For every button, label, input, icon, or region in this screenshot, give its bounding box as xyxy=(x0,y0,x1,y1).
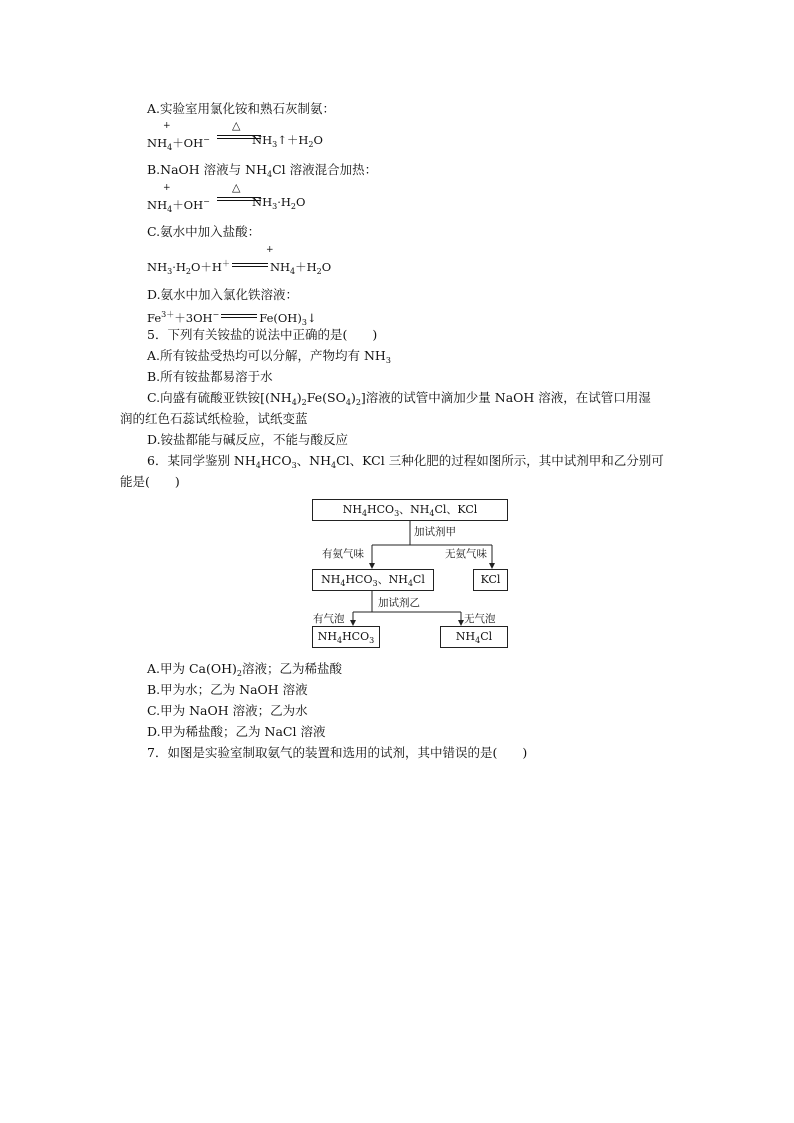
q4-option-a-label: A.实验室用氯化铵和熟石灰制氨： xyxy=(147,101,336,116)
q4-option-d-label: D.氨水中加入氯化铁溶液： xyxy=(147,287,299,302)
flow-box-nh4cl: $NH_4Cl$ xyxy=(440,626,508,648)
heat-condition-b: △ xyxy=(217,195,261,209)
q5-stem: 5．下列有关铵盐的说法中正确的是( ) xyxy=(147,327,378,342)
flow-box-nh4hco3: $NH_4HCO_3$ xyxy=(312,626,380,648)
q5-option-a: A.所有铵盐受热均可以分解，产物均有 $NH_3$ xyxy=(147,348,391,365)
q4-c-equation: $NH_3\cdot H_2O+H^+$ $NH_4+H_2O$ xyxy=(147,259,332,276)
q4-b-equation: $NH_4+OH^-$ xyxy=(147,197,210,214)
charge-plus: + xyxy=(266,245,274,255)
q7-stem: 7．如图是实验室制取氨气的装置和选用的试剂，其中错误的是( ) xyxy=(147,745,528,760)
q5-option-b: B.所有铵盐都易溶于水 xyxy=(147,369,273,384)
q5-option-c-cont: 润的红色石蕊试纸检验，试纸变蓝 xyxy=(120,411,308,426)
flow-box-kcl: KCl xyxy=(473,569,508,591)
q6-option-d: D.甲为稀盐酸；乙为 NaCl 溶液 xyxy=(147,724,326,739)
flow-label-no-bubbles: 无气泡 xyxy=(464,613,496,625)
q4-option-c-label: C.氨水中加入盐酸： xyxy=(147,224,261,239)
flow-step-reagent-yi: 加试剂乙 xyxy=(378,597,420,609)
flow-label-no-ammonia-smell: 无氨气味 xyxy=(445,548,487,560)
flow-box-ammonium-salts: $NH_4HCO_3$、$NH_4Cl$ xyxy=(312,569,434,591)
flow-label-ammonia-smell: 有氨气味 xyxy=(322,548,364,560)
q4-a-products: $NH_3↑+H_2O$ xyxy=(252,133,323,149)
q5-option-d: D.铵盐都能与碱反应，不能与酸反应 xyxy=(147,432,349,447)
charge-plus: + xyxy=(163,121,171,131)
q6-stem-cont: 能是( ) xyxy=(120,474,180,489)
flow-label-bubbles: 有气泡 xyxy=(313,613,345,625)
q4-b-products: $NH_3\cdot H_2O$ xyxy=(252,195,306,211)
q6-option-c: C.甲为 NaOH 溶液；乙为水 xyxy=(147,703,308,718)
q6-stem: 6．某同学鉴别 $NH_4HCO_3$、$NH_4Cl$、KCl 三种化肥的过程如图所示，其中试剂甲和乙分别可 xyxy=(147,453,664,470)
q6-option-b: B.甲为水；乙为 NaOH 溶液 xyxy=(147,682,308,697)
charge-plus: + xyxy=(163,183,171,193)
flow-step-reagent-jia: 加试剂甲 xyxy=(414,526,456,538)
q4-a-equation: $NH_4+OH^-$ xyxy=(147,135,210,152)
q4-option-b-label: B.NaOH 溶液与 $NH_4Cl$ 溶液混合加热： xyxy=(147,162,378,179)
flow-box-all-fertilizers: $NH_4HCO_3$、$NH_4Cl$、KCl xyxy=(312,499,508,521)
q4-d-equation: $Fe^{3+}+3OH^-$ $Fe(OH)_3↓$ xyxy=(147,310,317,327)
q5-option-c: C.向盛有硫酸亚铁铵$[(NH_4)_2Fe(SO_4)_2]$溶液的试管中滴加少量 NaOH 溶液，在试管口用湿 xyxy=(147,390,651,407)
heat-condition-a: △ xyxy=(217,133,261,147)
q6-option-a: A.甲为 $Ca(OH)_2$溶液；乙为稀盐酸 xyxy=(147,661,343,678)
